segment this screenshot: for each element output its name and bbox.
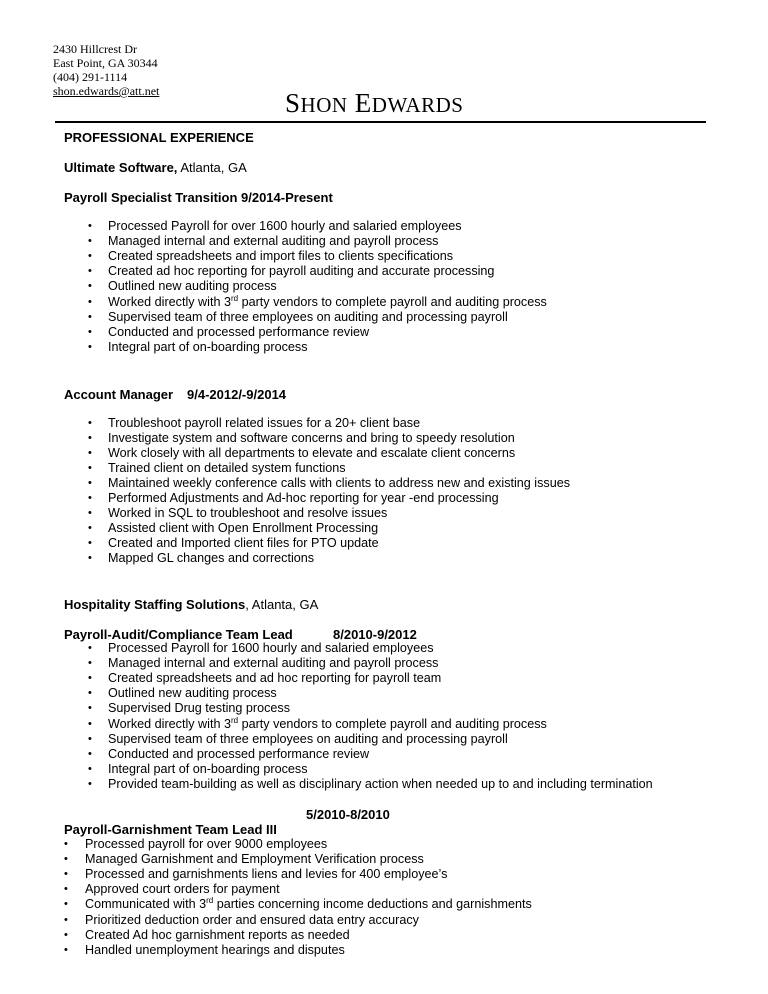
list-item: Work closely with all departments to elevate and escalate client concerns (108, 446, 516, 460)
bullet-icon: • (88, 295, 92, 308)
bullet-icon: • (88, 507, 92, 519)
header-divider (55, 121, 706, 123)
bullet-icon: • (64, 898, 68, 911)
bullet-icon: • (88, 762, 92, 775)
job3-company-line (64, 597, 318, 612)
list-item: Processed payroll for over 9000 employees (85, 837, 328, 851)
list-item: Integral part of on-boarding process (108, 339, 308, 354)
list-item: Performed Adjustments and Ad-hoc reporting for year -end processing (108, 491, 499, 505)
bullet-icon: • (88, 340, 92, 353)
bullet-icon: • (88, 687, 92, 700)
list-item: Approved court orders for payment (85, 882, 280, 897)
bullet-icon: • (88, 280, 92, 293)
bullet-icon: • (88, 492, 92, 504)
list-item: Managed internal and external auditing and payroll process (108, 234, 439, 249)
email-link[interactable]: shon.edwards@att.net (53, 84, 160, 98)
candidate-name: SHON EDWARDS (285, 88, 464, 118)
contact-city: East Point, GA 30344 (53, 56, 158, 70)
list-item: Worked directly with 3rd party vendors to complete payroll and auditing process (108, 715, 547, 731)
bullet-icon: • (88, 672, 92, 685)
bullet-icon: • (88, 717, 92, 730)
bullet-icon: • (88, 522, 92, 534)
job3-company: Hospitality Staffing Solutions (64, 597, 246, 612)
list-item: Troubleshoot payroll related issues for a 20+ client base (108, 416, 421, 430)
list-item: Assisted client with Open Enrollment Processing (108, 521, 379, 535)
job2-dates: 9/4-2012/-9/2014 (187, 387, 287, 402)
list-item: Integral part of on-boarding process (108, 761, 308, 776)
list-item: Worked in SQL to troubleshoot and resolve issues (108, 506, 388, 520)
list-item: Mapped GL changes and corrections (108, 551, 315, 565)
bullet-icon: • (88, 777, 92, 790)
contact-phone: (404) 291-1114 (53, 70, 128, 84)
bullet-icon: • (88, 432, 92, 444)
list-item: Supervised team of three employees on auditing and processing payroll (108, 731, 508, 746)
job4-title: Payroll-Garnishment Team Lead III (64, 822, 277, 837)
list-item: Created and Imported client files for PTO update (108, 536, 379, 550)
bullet-icon: • (88, 732, 92, 745)
list-item: Created ad hoc reporting for payroll auditing and accurate processing (108, 264, 495, 279)
bullet-icon: • (88, 642, 92, 654)
list-item: Supervised Drug testing process (108, 701, 291, 716)
list-item: Managed Garnishment and Employment Verification process (85, 852, 424, 867)
list-item: Processed Payroll for 1600 hourly and salaried employees (108, 641, 434, 655)
list-item: Prioritized deduction order and ensured data entry accuracy (85, 912, 419, 927)
bullet-icon: • (88, 220, 92, 232)
bullet-icon: • (88, 702, 92, 715)
section-title: PROFESSIONAL EXPERIENCE (64, 130, 254, 145)
list-item: Processed Payroll for over 1600 hourly and salaried employees (108, 219, 462, 233)
contact-street: 2430 Hillcrest Dr (53, 42, 137, 56)
list-item: Conducted and processed performance review (108, 324, 370, 339)
bullet-icon: • (64, 883, 68, 896)
job3-location: , Atlanta, GA (245, 597, 319, 612)
list-item: Communicated with 3rd parties concerning income deductions and garnishments (85, 896, 532, 912)
bullet-icon: • (88, 325, 92, 338)
job1-title: Payroll Specialist Transition 9/2014-Present (64, 190, 333, 205)
list-item: Conducted and processed performance review (108, 746, 370, 761)
list-item: Outlined new auditing process (108, 686, 277, 701)
list-item: Processed and garnishments liens and levies for 400 employee’s (85, 867, 448, 882)
list-item: Created spreadsheets and import files to clients specifications (108, 249, 454, 264)
list-item: Handled unemployment hearings and disputes (85, 942, 345, 957)
bullet-icon: • (88, 250, 92, 263)
bullet-icon: • (64, 913, 68, 926)
bullet-icon: • (88, 265, 92, 278)
bullet-icon: • (64, 838, 68, 850)
job3-title: Payroll-Audit/Compliance Team Lead (64, 627, 293, 642)
job1-company: Ultimate Software, (64, 160, 178, 175)
job4-dates: 5/2010-8/2010 (306, 807, 390, 822)
job1-location: Atlanta, GA (177, 160, 247, 175)
bullet-icon: • (88, 417, 92, 429)
bullet-icon: • (88, 235, 92, 248)
job3-dates: 8/2010-9/2012 (333, 627, 417, 642)
list-item: Trained client on detailed system functions (108, 461, 346, 475)
bullet-icon: • (88, 310, 92, 323)
bullet-icon: • (64, 853, 68, 866)
list-item: Outlined new auditing process (108, 279, 277, 294)
bullet-icon: • (88, 447, 92, 459)
bullet-icon: • (88, 477, 92, 489)
list-item: Maintained weekly conference calls with clients to address new and existing issues (108, 476, 571, 490)
bullet-icon: • (64, 943, 68, 956)
list-item: Supervised team of three employees on auditing and processing payroll (108, 309, 508, 324)
list-item: Provided team-building as well as disciplinary action when needed up to and including termination (108, 776, 653, 791)
list-item: Created Ad hoc garnishment reports as needed (85, 927, 350, 942)
list-item: Managed internal and external auditing and payroll process (108, 656, 439, 671)
bullet-icon: • (88, 657, 92, 670)
bullet-icon: • (88, 462, 92, 474)
job1-company-line (64, 160, 247, 175)
bullet-icon: • (64, 868, 68, 881)
list-item: Created spreadsheets and ad hoc reporting for payroll team (108, 671, 442, 686)
contact-email[interactable] (53, 84, 159, 98)
job2-title: Account Manager (64, 387, 174, 402)
bullet-icon: • (88, 537, 92, 549)
list-item: Worked directly with 3rd party vendors to complete payroll and auditing process (108, 293, 547, 309)
bullet-icon: • (88, 552, 92, 564)
bullet-icon: • (64, 928, 68, 941)
bullet-icon: • (88, 747, 92, 760)
list-item: Investigate system and software concerns and bring to speedy resolution (108, 431, 515, 445)
